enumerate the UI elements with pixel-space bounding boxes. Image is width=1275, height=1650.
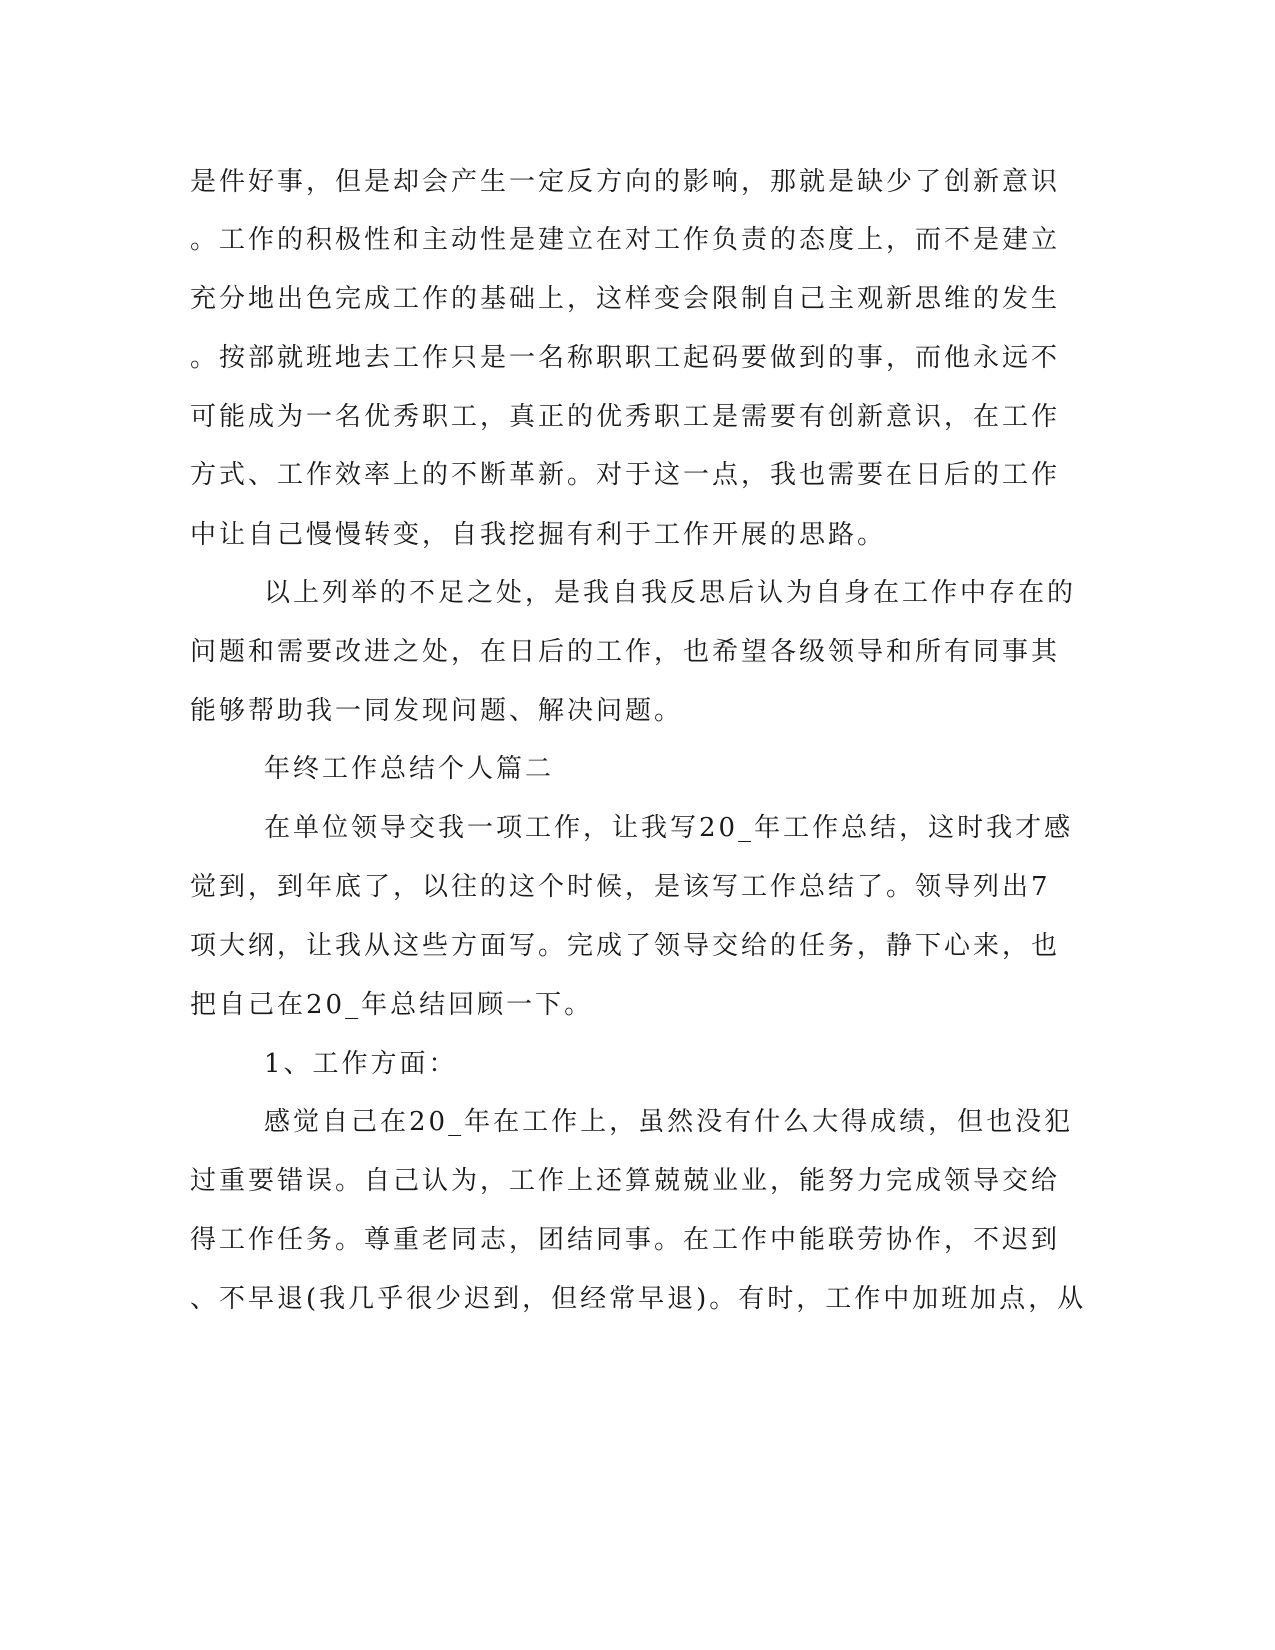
text-line: 项大纲，让我从这些方面写。完成了领导交给的任务，静下心来，也 bbox=[190, 931, 1061, 961]
text-line: 问题和需要改进之处，在日后的工作，也希望各级领导和所有同事其 bbox=[190, 637, 1061, 667]
text-line: 觉到，到年底了，以往的这个时候，是该写工作总结了。领导列出7 bbox=[190, 872, 1051, 902]
text-line: 。工作的积极性和主动性是建立在对工作负责的态度上，而不是建立 bbox=[190, 225, 1061, 255]
text-line: 能够帮助我一同发现问题、解决问题。 bbox=[190, 696, 684, 726]
text-line: 可能成为一名优秀职工，真正的优秀职工是需要有创新意识，在工作 bbox=[190, 402, 1061, 432]
text-line: 过重要错误。自己认为，工作上还算兢兢业业，能努力完成领导交给 bbox=[190, 1166, 1061, 1196]
text-line: 在单位领导交我一项工作，让我写20_年工作总结，这时我才感 bbox=[264, 813, 1074, 843]
text-line: 感觉自己在20_年在工作上，虽然没有什么大得成绩，但也没犯 bbox=[264, 1107, 1074, 1137]
subsection-heading: 1、工作方面： bbox=[264, 1049, 458, 1079]
text-line: 是件好事，但是却会产生一定反方向的影响，那就是缺少了创新意识 bbox=[190, 167, 1061, 197]
text-line: 中让自己慢慢转变，自我挖掘有利于工作开展的思路。 bbox=[190, 520, 887, 550]
section-heading: 年终工作总结个人篇二 bbox=[264, 754, 555, 784]
text-line: 把自己在20_年总结回顾一下。 bbox=[190, 990, 594, 1020]
text-line: 、不早退(我几乎很少迟到，但经常早退)。有时，工作中加班加点，从 bbox=[190, 1284, 1087, 1314]
text-line: 以上列举的不足之处，是我自我反思后认为自身在工作中存在的 bbox=[264, 578, 1077, 608]
text-line: 方式、工作效率上的不断革新。对于这一点，我也需要在日后的工作 bbox=[190, 460, 1061, 490]
text-line: 充分地出色完成工作的基础上，这样变会限制自己主观新思维的发生 bbox=[190, 284, 1061, 314]
text-line: 得工作任务。尊重老同志，团结同事。在工作中能联劳协作，不迟到 bbox=[190, 1225, 1061, 1255]
text-line: 。按部就班地去工作只是一名称职职工起码要做到的事，而他永远不 bbox=[190, 343, 1061, 373]
